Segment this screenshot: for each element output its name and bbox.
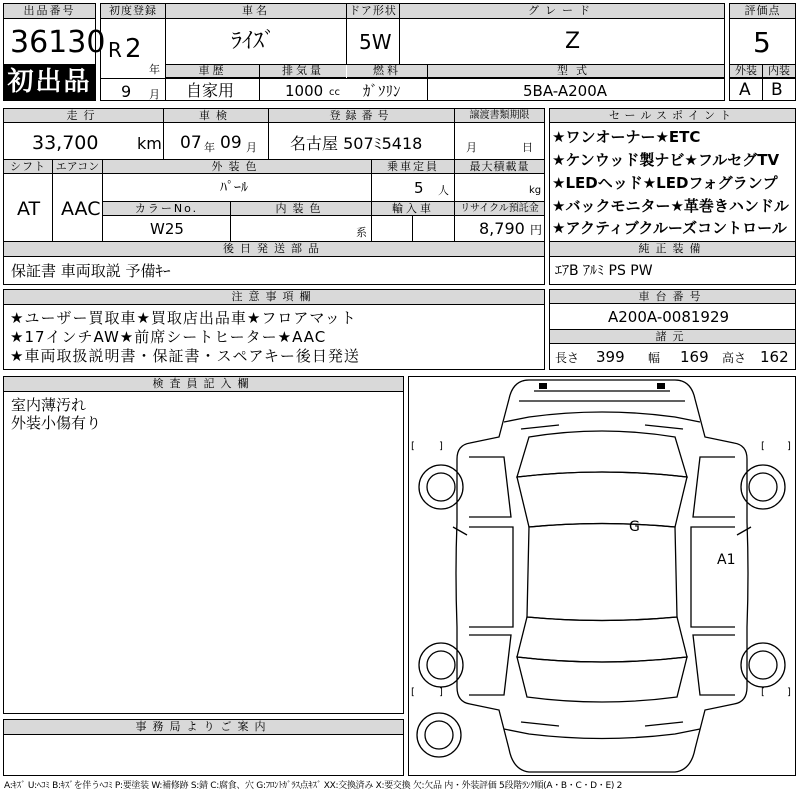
notes-line: ★ユーザー買取車★買取店出品車★フロアマット bbox=[10, 309, 357, 327]
svg-text:[: [ bbox=[761, 441, 765, 452]
intcolor-header: 内装色 bbox=[231, 202, 371, 216]
first-listing-badge bbox=[4, 64, 95, 100]
equipment-header: 純正装備 bbox=[550, 242, 795, 257]
dims-header: 諸元 bbox=[550, 330, 795, 344]
lot-header: 出品番号 bbox=[4, 4, 95, 19]
notes-line: ★車両取扱説明書・保証書・スペアキー後日発送 bbox=[10, 347, 360, 365]
shift-header: シフト bbox=[4, 160, 52, 174]
transfer-month-unit: 月 bbox=[466, 141, 477, 154]
seats-value: 5 bbox=[414, 179, 424, 197]
damage-mark-g: G bbox=[629, 519, 640, 535]
damage-legend: A:ｷｽﾞ U:ﾍｺﾐ B:ｷｽﾞを伴うﾍｺﾐ P:要塗装 W:補修跡 S:錆 C:腐食、穴 G:ﾌﾛﾝﾄｶﾞﾗｽ点ｷｽﾞ XX:交換済み X:要交換 欠:欠品 内・外装評価 5段階ﾗﾝｸ順(A・B・C・D・E) 2 bbox=[4, 781, 623, 791]
sales-line: ★LEDヘッド★LEDフォグランプ bbox=[552, 174, 778, 192]
office-box bbox=[3, 719, 404, 776]
insp-month-unit: 月 bbox=[246, 141, 257, 154]
reg-year-unit: 年 bbox=[149, 63, 160, 76]
load-header: 最大積載量 bbox=[455, 160, 544, 174]
history-header: 車歴 bbox=[166, 65, 259, 78]
inspection-header: 車検 bbox=[164, 109, 268, 123]
width-label: 幅 bbox=[648, 351, 661, 365]
insp-year-unit: 年 bbox=[204, 141, 215, 154]
chassis-header: 車台番号 bbox=[550, 290, 795, 304]
svg-text:[: [ bbox=[411, 441, 415, 452]
notes-box bbox=[3, 289, 545, 370]
sales-line: ★ワンオーナー★ETC bbox=[552, 128, 701, 146]
inspector-header: 検査員記入欄 bbox=[4, 377, 403, 392]
grade-value: Z bbox=[565, 29, 581, 54]
svg-text:]: ] bbox=[787, 687, 791, 698]
svg-text:]: ] bbox=[787, 441, 791, 452]
insp-month: 09 bbox=[220, 133, 242, 153]
transfer-header: 譲渡書類期限 bbox=[455, 109, 544, 123]
mileage-header: 走行 bbox=[4, 109, 163, 123]
vehicle-info-box bbox=[100, 3, 725, 101]
details-box bbox=[3, 108, 545, 285]
svg-text:]: ] bbox=[439, 441, 443, 452]
length-label: 長さ bbox=[555, 351, 580, 365]
displacement-header: 排気量 bbox=[260, 65, 346, 78]
name-header: 車名 bbox=[166, 4, 346, 19]
color-value: ﾊﾟｰﾙ bbox=[220, 180, 248, 196]
seats-header: 乗車定員 bbox=[372, 160, 454, 174]
later-parts-value: 保証書 車両取説 予備ｷｰ bbox=[11, 262, 171, 280]
fuel-header: 燃料 bbox=[347, 65, 427, 78]
ext-grade: A bbox=[739, 80, 751, 100]
sales-line: ★アクティブクルーズコントロール bbox=[552, 219, 787, 237]
intcolor-unit: 系 bbox=[356, 226, 367, 239]
recycle-unit: 円 bbox=[530, 223, 543, 237]
shift-value: AT bbox=[17, 198, 41, 220]
length-value: 399 bbox=[596, 348, 625, 366]
color-header: 外装色 bbox=[103, 160, 371, 174]
reg-header: 初度登録 bbox=[101, 4, 165, 19]
inspector-line: 外装小傷有り bbox=[11, 414, 102, 432]
inspector-line: 室内薄汚れ bbox=[11, 396, 87, 414]
chassis-box bbox=[549, 289, 796, 370]
mileage-unit: km bbox=[137, 134, 162, 153]
sales-header: セールスポイント bbox=[550, 109, 795, 123]
car-outline-diagram bbox=[409, 377, 795, 775]
displacement-unit: cc bbox=[329, 87, 340, 98]
door-type: 5W bbox=[359, 30, 392, 54]
reg-era: R bbox=[108, 38, 122, 62]
first-listing-text: 初出品 bbox=[7, 67, 92, 97]
plate-header: 登録番号 bbox=[269, 109, 454, 123]
later-parts-header: 後日発送部品 bbox=[4, 242, 544, 257]
int-grade-header: 内装 bbox=[763, 65, 795, 78]
car-name: ﾗｲｽﾞ bbox=[231, 29, 276, 54]
mileage-value: 33,700 bbox=[32, 132, 99, 154]
door-header: ドア形状 bbox=[347, 4, 399, 19]
sales-box bbox=[549, 108, 796, 285]
reg-month: 9 bbox=[121, 82, 132, 101]
transfer-day-unit: 日 bbox=[522, 141, 533, 154]
model-value: 5BA-A200A bbox=[523, 82, 608, 100]
displacement-value: 1000 bbox=[285, 82, 324, 100]
colorno-value: W25 bbox=[150, 220, 184, 238]
grade-header: グレード bbox=[400, 4, 724, 19]
ac-header: エアコン bbox=[53, 160, 102, 174]
insp-year: 07 bbox=[180, 133, 202, 153]
svg-text:[: [ bbox=[411, 687, 415, 698]
ext-grade-header: 外装 bbox=[730, 65, 762, 78]
office-header: 事務局よりご案内 bbox=[4, 720, 403, 735]
lot-number: 36130 bbox=[10, 25, 106, 60]
import-header: 輸入車 bbox=[372, 202, 454, 216]
ac-value: AAC bbox=[61, 198, 101, 220]
height-label: 高さ bbox=[722, 351, 747, 365]
width-value: 169 bbox=[680, 348, 709, 366]
svg-text:[: [ bbox=[761, 687, 765, 698]
damage-mark-a1: A1 bbox=[717, 552, 736, 568]
chassis-number: A200A-0081929 bbox=[608, 308, 730, 326]
inspector-box bbox=[3, 376, 404, 714]
svg-text:]: ] bbox=[439, 687, 443, 698]
damage-diagram bbox=[408, 376, 796, 776]
load-unit: kg bbox=[529, 185, 542, 196]
sales-line: ★ケンウッド製ナビ★フルセグTV bbox=[552, 151, 780, 169]
sales-line: ★バックモニター★革巻きハンドル bbox=[552, 197, 789, 215]
colorno-header: カラーNo. bbox=[103, 202, 230, 216]
recycle-value: 8,790 bbox=[479, 219, 525, 238]
fuel-value: ｶﾞｿﾘﾝ bbox=[363, 82, 401, 100]
notes-line: ★17インチAW★前席シートヒーター★AAC bbox=[10, 328, 327, 346]
equipment-value: ｴｱB ｱﾙﾐ PS PW bbox=[555, 263, 653, 279]
seats-unit: 人 bbox=[438, 184, 449, 197]
score-box bbox=[729, 3, 796, 101]
history-value: 自家用 bbox=[186, 81, 235, 100]
score-value: 5 bbox=[753, 26, 771, 59]
model-header: 型式 bbox=[428, 65, 724, 78]
reg-month-unit: 月 bbox=[149, 88, 160, 101]
reg-year: 2 bbox=[125, 34, 142, 64]
score-header: 評価点 bbox=[730, 4, 795, 19]
height-value: 162 bbox=[760, 348, 789, 366]
int-grade: B bbox=[771, 80, 783, 100]
recycle-header: リサイクル預託金 bbox=[455, 202, 544, 216]
notes-header: 注意事項欄 bbox=[4, 290, 544, 305]
plate-value: 名古屋 507ﾐ5418 bbox=[290, 134, 423, 153]
